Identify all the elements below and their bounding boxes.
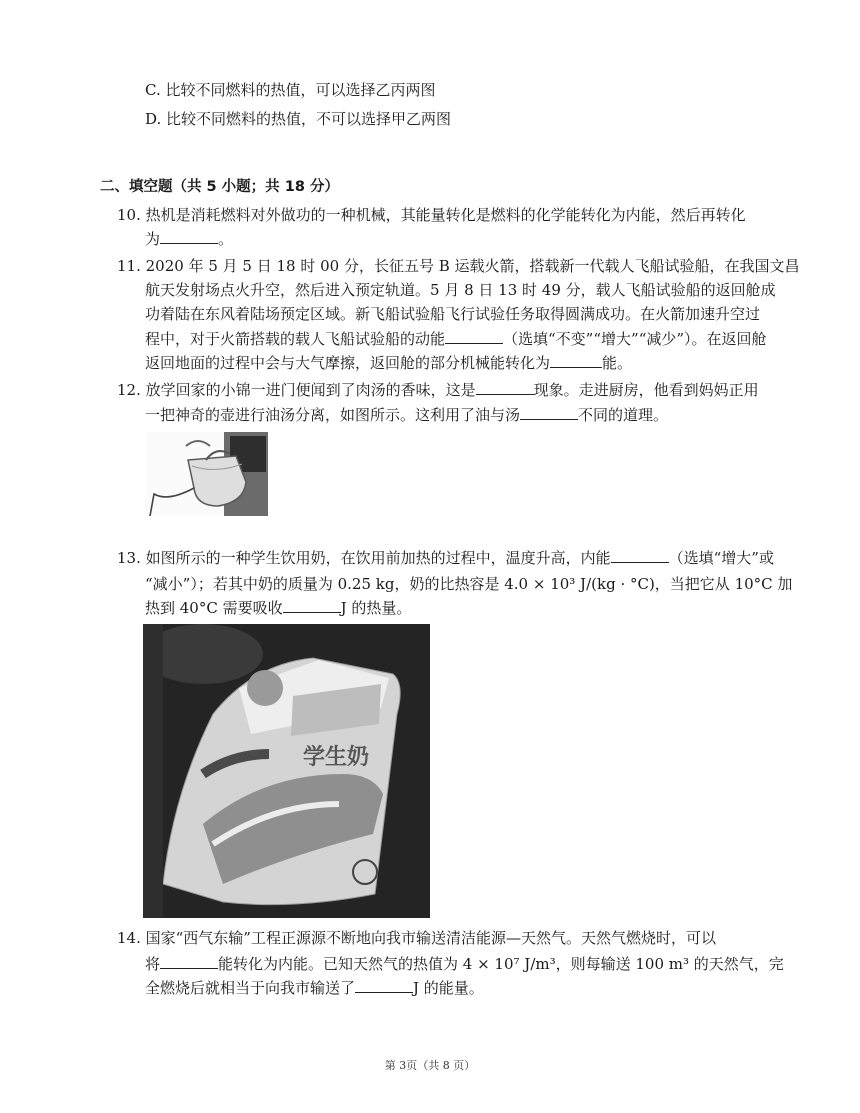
answer-blank[interactable]: [160, 229, 218, 244]
question-12-text: 一把神奇的壶进行油汤分离，如图所示。这利用了油与汤: [145, 406, 521, 424]
question-13-line2: “减小”）；若其中奶的质量为 0.25 kg，奶的比热容是 4.0 × 10³ J/(kg · °C)，当把它从 10°C 加: [145, 575, 793, 593]
page-footer: 第 3页（共 8 页）: [384, 1059, 476, 1072]
student-milk-photo: [143, 624, 430, 918]
question-11-line4: [145, 329, 767, 349]
answer-blank[interactable]: [355, 978, 413, 993]
question-11-text: 返回地面的过程中会与大气摩擦，返回舱的部分机械能转化为: [145, 354, 551, 372]
section-title: 二、填空题（共 5 小题；共 18 分）: [100, 179, 339, 195]
question-13-text: 13. 如图所示的一种学生饮用奶，在饮用前加热的过程中，温度升高，内能: [117, 549, 611, 567]
pot-illustration: [146, 432, 268, 516]
question-12-text: 不同的道理。: [578, 406, 669, 424]
question-10-text: 为: [145, 230, 161, 248]
oil-separator-pot-photo: [146, 432, 268, 516]
question-10-text: 。: [218, 230, 234, 248]
question-12-line2: [145, 405, 668, 425]
question-13-text: 热到 40°C 需要吸收: [145, 599, 283, 617]
question-11-line2: 航天发射场点火升空，然后进入预定轨道。5 月 8 日 13 时 49 分，载人飞船试验船的返回舱成: [145, 281, 776, 299]
question-14-text: J 的能量。: [413, 979, 484, 997]
answer-blank[interactable]: [160, 954, 218, 969]
answer-blank[interactable]: [445, 329, 503, 344]
answer-blank[interactable]: [476, 380, 534, 395]
question-10-line2: [145, 229, 233, 249]
question-12-text: 现象。走进厨房，他看到妈妈正用: [533, 381, 759, 399]
question-12-line1: [117, 380, 759, 400]
answer-blank[interactable]: [550, 353, 602, 368]
question-14-line1: 14. 国家“西气东输”工程正源源不断地向我市输送清洁能源—天然气。天然气燃烧时，可以: [117, 929, 716, 947]
question-14-line3: [145, 978, 484, 998]
option-c: C. 比较不同燃料的热值，可以选择乙丙两图: [145, 81, 436, 99]
question-12-text: 12. 放学回家的小锦一进门便闻到了肉汤的香味，这是: [117, 381, 476, 399]
question-11-text: 程中，对于火箭搭载的载人飞船试验船的动能: [145, 330, 446, 348]
milk-bag-illustration: [143, 624, 430, 918]
question-13-text: J 的热量。: [340, 599, 412, 617]
question-13-line1: [117, 548, 774, 568]
question-11-line5: [145, 353, 632, 373]
question-13-text: （选填“增大”或: [668, 549, 774, 567]
question-10-line1: 10. 热机是消耗燃料对外做功的一种机械，其能量转化是燃料的化学能转化为内能，然后再转化: [117, 206, 746, 224]
question-11-line1: 11. 2020 年 5 月 5 日 18 时 00 分，长征五号 B 运载火箭，搭载新一代载人飞船试验船，在我国文昌: [117, 257, 800, 275]
option-d: D. 比较不同燃料的热值，不可以选择甲乙两图: [145, 110, 452, 128]
answer-blank[interactable]: [520, 405, 578, 420]
question-14-text: 将: [145, 955, 161, 973]
answer-blank[interactable]: [611, 548, 669, 563]
question-11-text: （选填“不变”“增大”“减少”）。在返回舱: [503, 330, 767, 348]
question-13-line3: [145, 598, 411, 618]
answer-blank[interactable]: [283, 598, 341, 613]
question-14-text: 能转化为内能。已知天然气的热值为 4 × 10⁷ J/m³，则每输送 100 m³ 的天然气，完: [218, 955, 784, 973]
question-11-line3: 功着陆在东风着陆场预定区域。新飞船试验船飞行试验任务取得圆满成功。在火箭加速升空过: [145, 305, 761, 323]
milk-bag-label: 学生奶: [303, 745, 370, 770]
question-11-text: 能。: [602, 354, 633, 372]
question-14-line2: [145, 954, 784, 974]
question-14-text: 全燃烧后就相当于向我市输送了: [145, 979, 356, 997]
